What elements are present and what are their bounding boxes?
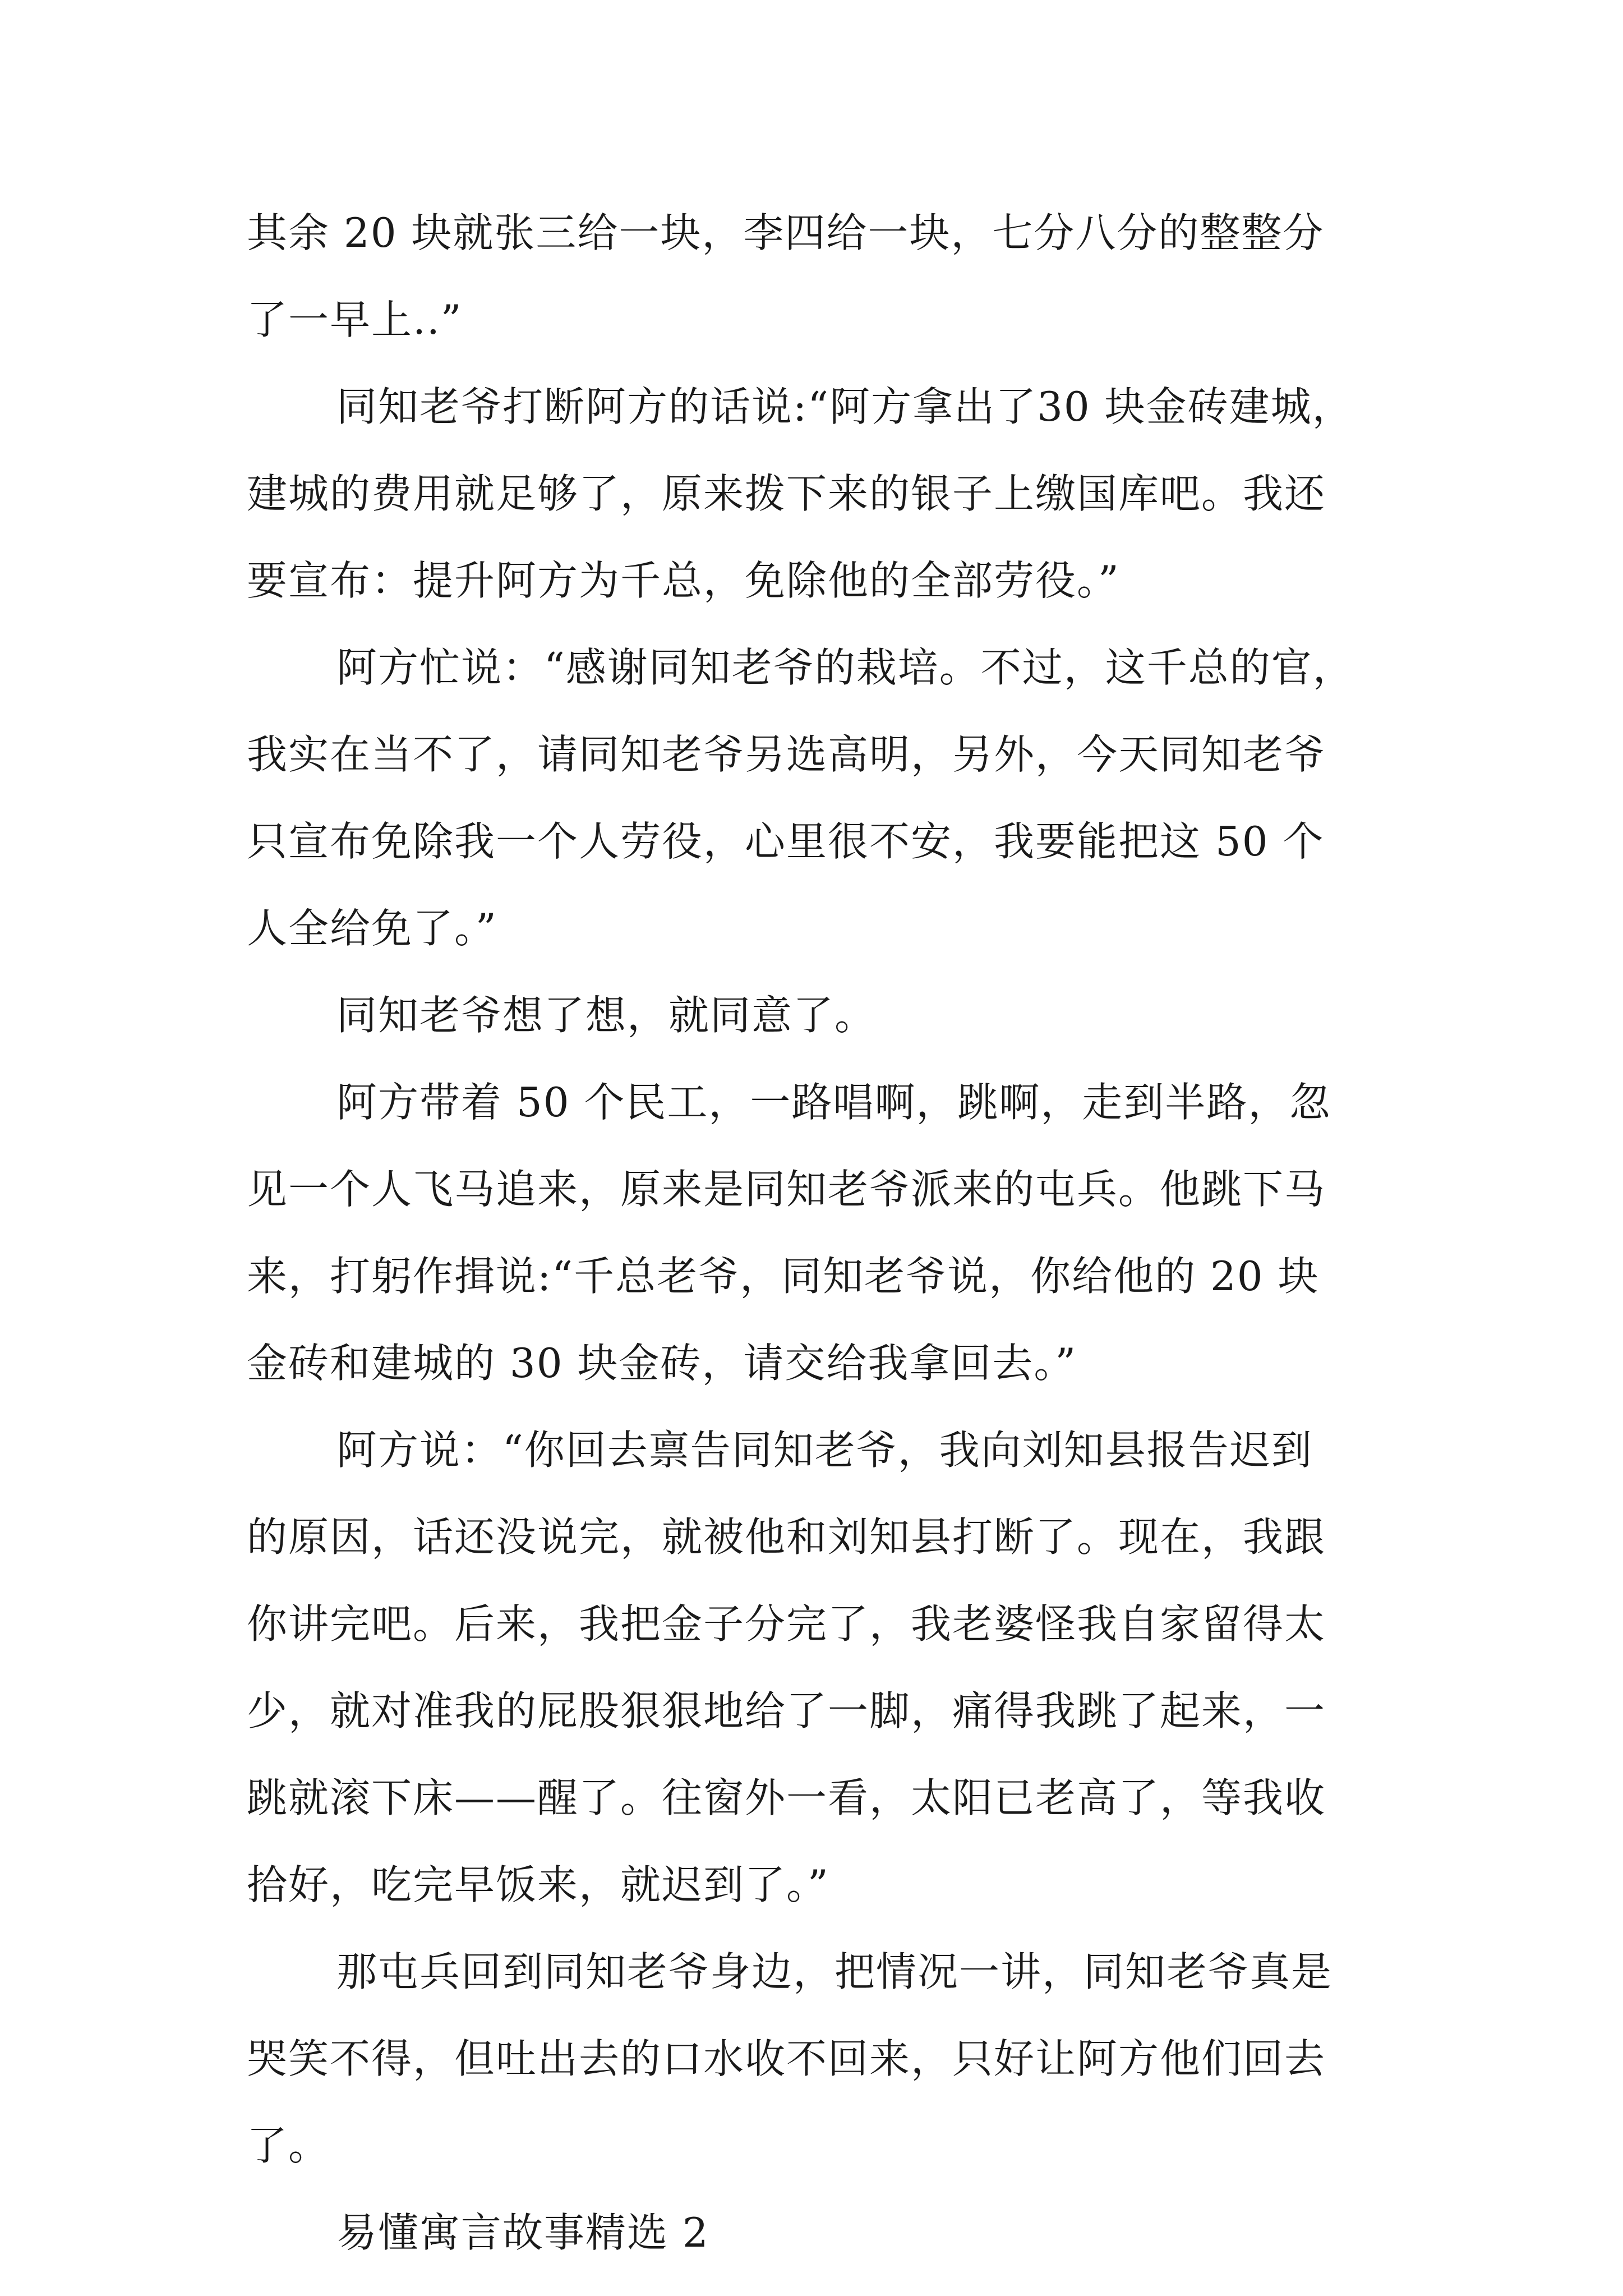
text-line: 同知老爷想了想，就同意了。 (336, 992, 877, 1039)
text-line: 同知老爷打断阿方的话说:“阿方拿出了30 块金砖建城， (336, 383, 1354, 430)
section-heading: 易懂寓言故事精选 2 (336, 2209, 709, 2256)
text-line: 我实在当不了，请同知老爷另选高明，另外，今天同知老爷 (247, 731, 1326, 778)
text-line: 建城的费用就足够了，原来拨下来的银子上缴国库吧。我还 (247, 470, 1326, 517)
text-line: 人全给免了。” (247, 905, 497, 952)
text-line: 的原因，话还没说完，就被他和刘知县打断了。现在，我跟 (247, 1513, 1326, 1561)
text-line: 少，就对准我的屁股狠狠地给了一脚，痛得我跳了起来，一 (247, 1687, 1326, 1734)
text-line: 阿方说：“你回去禀告同知老爷，我向刘知县报告迟到 (336, 1427, 1313, 1474)
text-line: 哭笑不得，但吐出去的口水收不回来，只好让阿方他们回去 (247, 2035, 1326, 2082)
text-line: 那屯兵回到同知老爷身边，把情况一讲，同知老爷真是 (336, 1948, 1333, 1995)
text-line: 见一个人飞马追来，原来是同知老爷派来的屯兵。他跳下马 (247, 1166, 1326, 1213)
text-line: 阿方带着 50 个民工，一路唱啊，跳啊，走到半路，忽 (336, 1079, 1331, 1126)
text-line: 金砖和建城的 30 块金砖，请交给我拿回去。” (247, 1340, 1077, 1387)
text-line: 只宣布免除我一个人劳役，心里很不安，我要能把这 50 个 (247, 818, 1325, 865)
text-line: 了。 (247, 2122, 330, 2169)
text-line: 拾好，吃完早饭来，就迟到了。” (247, 1861, 829, 1908)
text-line: 你讲完吧。后来，我把金子分完了，我老婆怪我自家留得太 (247, 1600, 1326, 1648)
text-line: 其余 20 块就张三给一块，李四给一块，七分八分的整整分 (247, 209, 1325, 256)
text-line: 了一早上..” (247, 296, 463, 343)
text-line: 跳就滚下床——醒了。往窗外一看，太阳已老高了，等我收 (247, 1774, 1326, 1821)
text-line: 阿方忙说：“感谢同知老爷的栽培。不过，这千总的官， (336, 644, 1354, 691)
text-line: 要宣布：提升阿方为千总，免除他的全部劳役。” (247, 557, 1120, 604)
text-line: 来，打躬作揖说:“千总老爷，同知老爷说，你给他的 20 块 (247, 1253, 1320, 1300)
